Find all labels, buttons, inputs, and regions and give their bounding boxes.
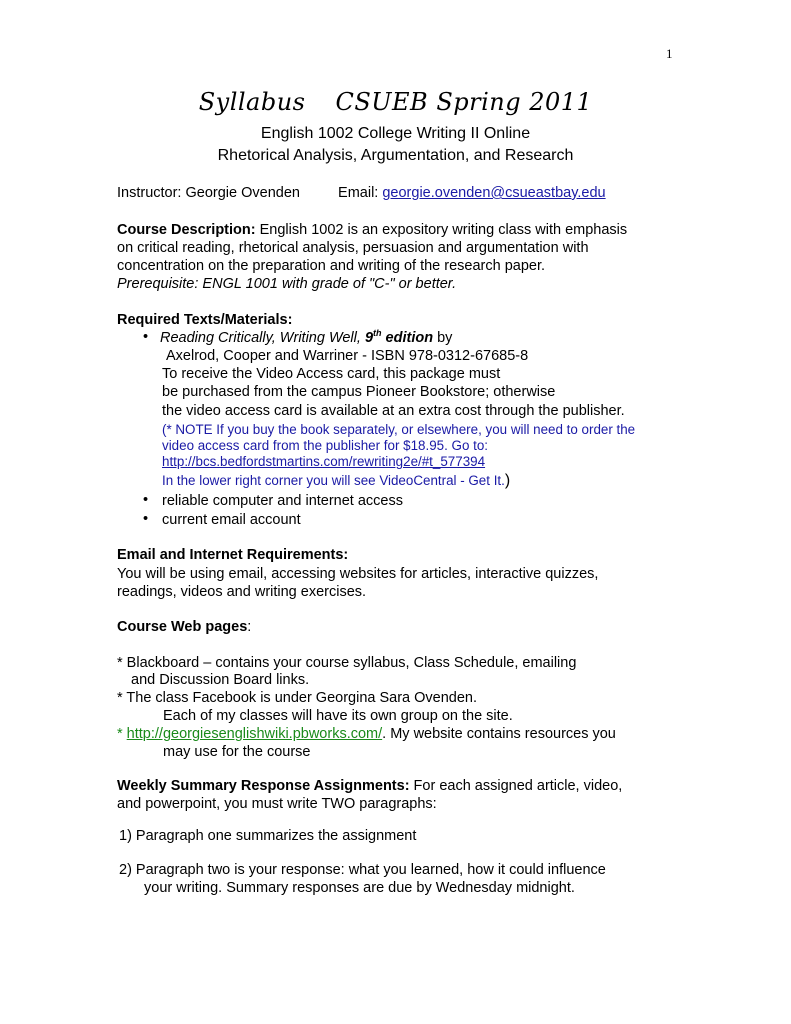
- bullet-icon: •: [143, 492, 149, 508]
- title-syllabus: Syllabus: [198, 88, 306, 116]
- web-item-facebook-cont: Each of my classes will have its own group on the site.: [163, 708, 513, 724]
- bullet-icon: •: [143, 511, 149, 527]
- instructor-email-link[interactable]: georgie.ovenden@csueastbay.edu: [382, 185, 606, 201]
- textbook-title: Reading Critically, Writing Well, 9th edition by: [160, 328, 453, 346]
- requirement-email: current email account: [162, 512, 301, 528]
- video-access-note4: In the lower right corner you will see VideoCentral - Get It.): [162, 472, 511, 489]
- bullet-icon: •: [143, 329, 149, 345]
- wiki-link[interactable]: http://georgiesenglishwiki.pbworks.com/: [126, 726, 383, 742]
- email-internet-line2: readings, videos and writing exercises.: [117, 584, 367, 600]
- course-subtitle: English 1002 College Writing II Online: [260, 125, 531, 142]
- textbook-authors: Axelrod, Cooper and Warriner - ISBN 978-0312-67685-8: [166, 348, 529, 364]
- email-internet-line1: You will be using email, accessing websites for articles, interactive quizzes,: [117, 566, 599, 582]
- page-number: 1: [666, 46, 673, 61]
- course-description-heading: Course Description:: [117, 222, 256, 238]
- course-description-line2: on critical reading, rhetorical analysis, persuasion and argumentation with: [117, 240, 589, 256]
- instructor-label: Instructor: Georgie Ovenden: [117, 185, 300, 201]
- textbook-note-line2: be purchased from the campus Pioneer Bookstore; otherwise: [162, 384, 556, 400]
- publisher-link[interactable]: http://bcs.bedfordstmartins.com/rewriting2e/#t_577394: [162, 454, 486, 469]
- textbook-note-line1: To receive the Video Access card, this package must: [162, 366, 501, 382]
- course-theme: Rhetorical Analysis, Argumentation, and Research: [217, 147, 574, 164]
- web-item-facebook: * The class Facebook is under Georgina Sara Ovenden.: [117, 690, 478, 706]
- video-access-note2: video access card from the publisher for $18.95. Go to:: [162, 438, 489, 453]
- weekly-summary-heading: Weekly Summary Response Assignments:: [117, 778, 410, 794]
- instructor-line: [117, 184, 606, 202]
- web-item-wiki: * http://georgiesenglishwiki.pbworks.com/. My website contains resources you: [117, 726, 616, 742]
- textbook-note-line3: the video access card is available at an extra cost through the publisher.: [162, 403, 625, 419]
- prerequisite: Prerequisite: ENGL 1001 with grade of "C-" or better.: [117, 276, 457, 292]
- web-pages-heading: Course Web pages:: [117, 619, 252, 635]
- title-term: CSUEB Spring 2011: [335, 88, 593, 116]
- video-access-note1: (* NOTE If you buy the book separately, or elsewhere, you will need to order the: [162, 422, 636, 437]
- web-item-blackboard-cont: and Discussion Board links.: [131, 672, 310, 688]
- email-internet-heading: Email and Internet Requirements:: [117, 547, 349, 563]
- weekly-summary-line2: and powerpoint, you must write TWO paragraphs:: [117, 796, 437, 812]
- weekly-summary-line1: Weekly Summary Response Assignments: For each assigned article, video,: [117, 778, 623, 794]
- course-description-line1: Course Description: English 1002 is an expository writing class with emphasis: [117, 222, 628, 238]
- document-title: [0, 88, 791, 116]
- paragraph-two-item: 2) Paragraph two is your response: what you learned, how it could influence: [119, 862, 606, 878]
- required-texts-heading: Required Texts/Materials:: [117, 312, 293, 328]
- paragraph-one-item: 1) Paragraph one summarizes the assignment: [119, 828, 417, 844]
- web-item-blackboard: * Blackboard – contains your course syllabus, Class Schedule, emailing: [117, 655, 577, 671]
- paragraph-two-item-cont: your writing. Summary responses are due by Wednesday midnight.: [144, 880, 575, 896]
- email-label: Email:: [338, 185, 379, 201]
- web-item-wiki-cont: may use for the course: [163, 744, 311, 760]
- course-description-line3: concentration on the preparation and writing of the research paper.: [117, 258, 546, 274]
- requirement-computer: reliable computer and internet access: [162, 493, 403, 509]
